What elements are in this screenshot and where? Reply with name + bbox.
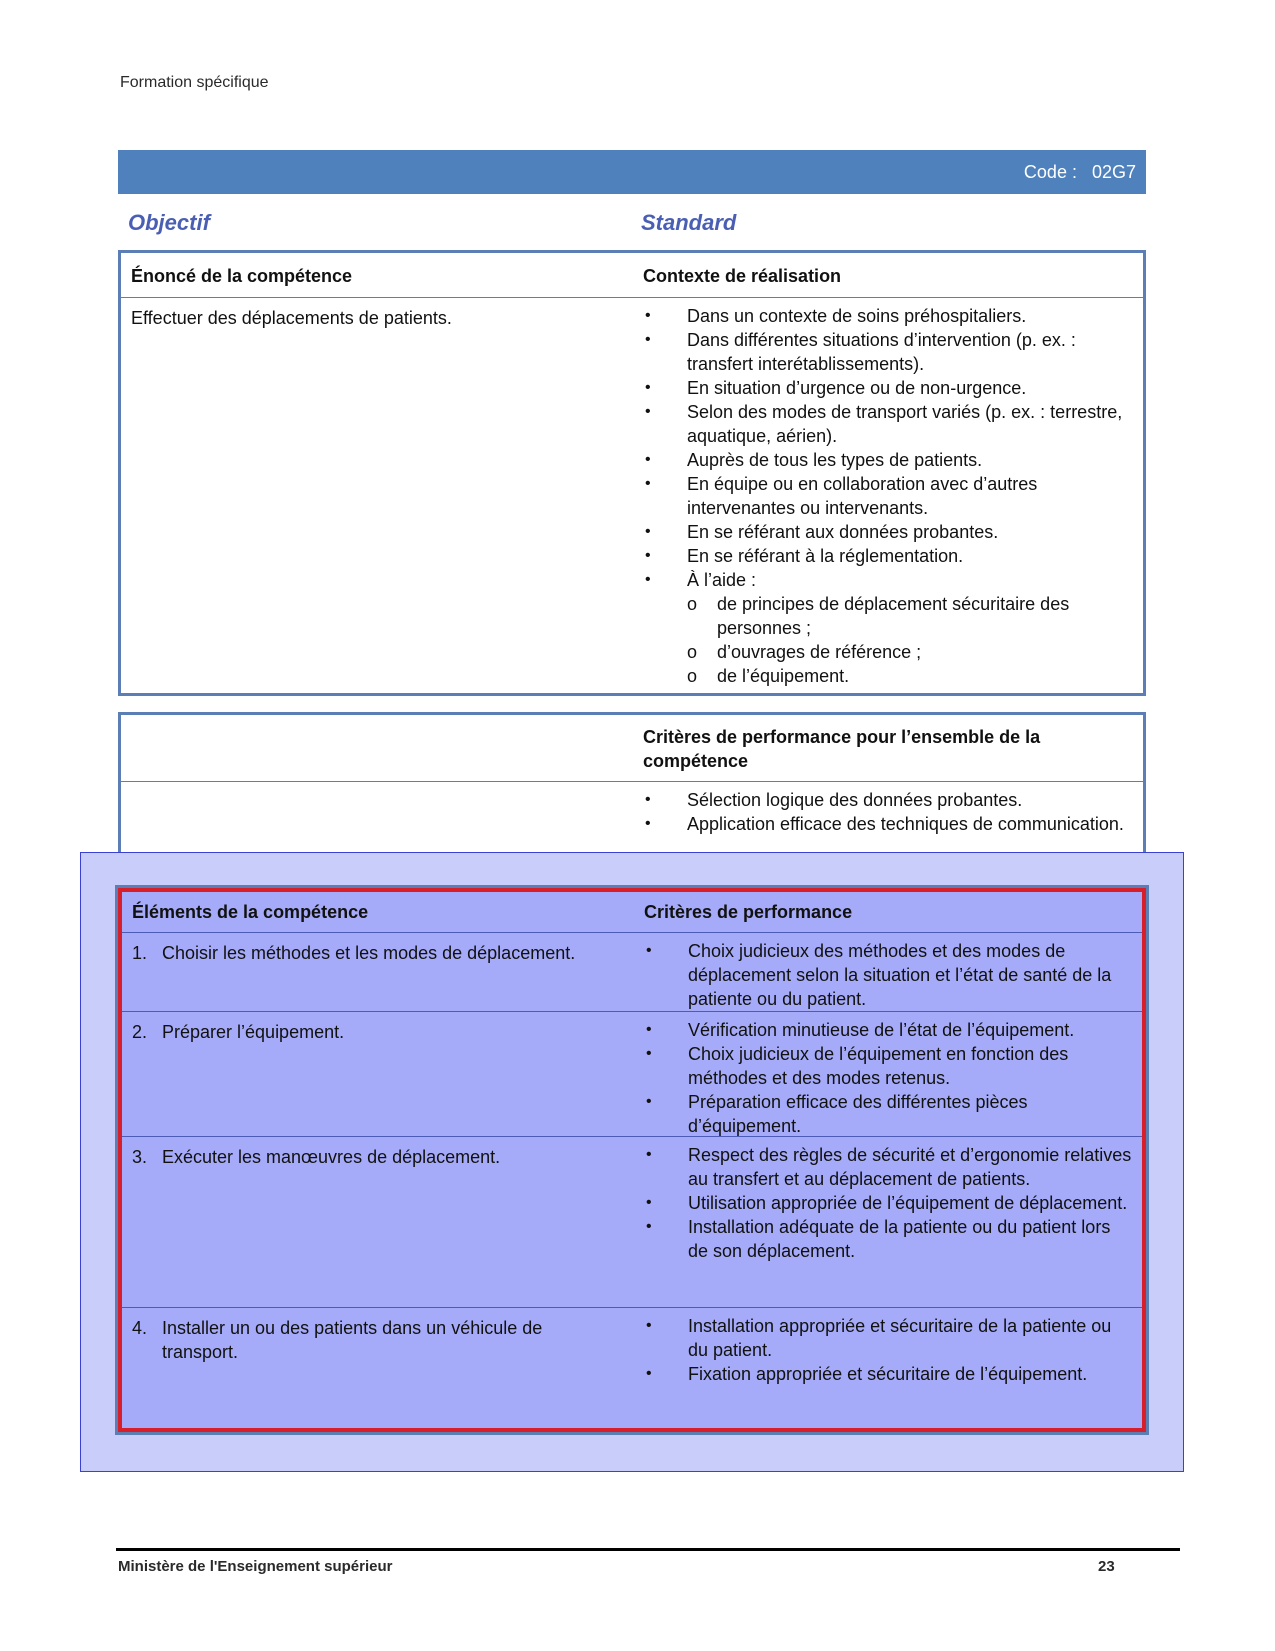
elements-header-row xyxy=(122,892,1142,933)
element-text: Choisir les méthodes et les modes de déplacement. xyxy=(162,943,576,963)
bullet-icon: • xyxy=(645,791,651,808)
element-number: 1. xyxy=(132,943,148,963)
element-cell xyxy=(132,1316,622,1364)
enonce-header: Énoncé de la compétence xyxy=(131,266,353,286)
elements-right-header: Critères de performance xyxy=(644,902,853,922)
contexte-item-text: Selon des modes de transport variés (p. ex. : terrestre, aquatique, aérien). xyxy=(687,402,1123,446)
element-item xyxy=(132,1145,622,1169)
contexte-item xyxy=(643,520,1133,544)
critere-item-text: Fixation appropriée et sécuritaire de l’équipement. xyxy=(688,1364,1088,1384)
element-text: Exécuter les manœuvres de déplacement. xyxy=(162,1147,501,1167)
contexte-item xyxy=(643,400,1133,448)
element-row xyxy=(122,1308,1142,1426)
bullet-icon: • xyxy=(645,331,651,348)
critere-item xyxy=(644,1314,1134,1362)
critere-item-text: Utilisation appropriée de l’équipement de déplacement. xyxy=(688,1193,1128,1213)
criteres-ensemble-header: Critères de performance pour l’ensemble de la compétence xyxy=(643,727,1041,771)
enonce-text: Effectuer des déplacements de patients. xyxy=(131,308,452,328)
criteres-cell xyxy=(644,1314,1134,1386)
element-item xyxy=(132,1020,622,1044)
critere-ensemble-item xyxy=(643,788,1133,812)
contexte-item xyxy=(643,304,1133,328)
element-item xyxy=(132,1316,622,1364)
competence-header-row xyxy=(121,253,1143,298)
elements-table xyxy=(118,888,1146,1432)
bullet-icon: • xyxy=(646,942,652,959)
critere-item xyxy=(644,1018,1134,1042)
critere-item xyxy=(644,1215,1134,1263)
footer-ministry: Ministère de l'Enseignement supérieur xyxy=(118,1558,393,1575)
contexte-item xyxy=(643,328,1133,376)
code-label: Code : 02G7 xyxy=(1023,162,1136,182)
contexte-item-text: En situation d’urgence ou de non-urgence. xyxy=(687,378,1027,398)
contexte-header: Contexte de réalisation xyxy=(643,266,842,286)
element-number: 3. xyxy=(132,1147,148,1167)
critere-ensemble-item-text: Sélection logique des données probantes. xyxy=(687,790,1023,810)
section-headings xyxy=(118,208,1146,238)
competence-table xyxy=(118,250,1146,696)
critere-item-text: Respect des règles de sécurité et d’ergonomie relatives au transfert et au déplacement de patients. xyxy=(688,1145,1132,1189)
bullet-icon: • xyxy=(646,1317,652,1334)
bullet-icon: • xyxy=(646,1146,652,1163)
aide-sublist xyxy=(687,592,1133,688)
contexte-item xyxy=(643,448,1133,472)
criteres-ensemble-list xyxy=(643,788,1133,836)
contexte-item-text: Auprès de tous les types de patients. xyxy=(687,450,983,470)
critere-item-text: Choix judicieux de l’équipement en fonction des méthodes et des modes retenus. xyxy=(688,1044,1069,1088)
critere-ensemble-item xyxy=(643,812,1133,836)
element-text: Préparer l’équipement. xyxy=(162,1022,345,1042)
critere-item xyxy=(644,1362,1134,1386)
contexte-item xyxy=(643,472,1133,520)
running-header: Formation spécifique xyxy=(120,74,269,91)
critere-item xyxy=(644,1191,1134,1215)
bullet-icon: • xyxy=(646,1218,652,1235)
bullet-icon: • xyxy=(645,403,651,420)
bullet-icon: • xyxy=(646,1045,652,1062)
critere-item-text: Préparation efficace des différentes pièces d’équipement. xyxy=(688,1092,1028,1136)
bullet-icon: • xyxy=(645,451,651,468)
bullet-icon: • xyxy=(646,1194,652,1211)
contexte-item-text: À l’aide : xyxy=(687,570,757,590)
circle-bullet-icon: o xyxy=(687,594,698,614)
page-number: 23 xyxy=(1098,1558,1115,1575)
critere-item xyxy=(644,1090,1134,1138)
criteres-cell xyxy=(644,1143,1134,1263)
critere-item xyxy=(644,939,1134,1011)
footer-rule xyxy=(116,1548,1180,1551)
contexte-item xyxy=(643,568,1133,688)
bullet-icon: • xyxy=(645,523,651,540)
critere-item xyxy=(644,1042,1134,1090)
aide-subitem-text: d’ouvrages de référence ; xyxy=(717,642,922,662)
element-row xyxy=(122,1012,1142,1137)
contexte-item-text: Dans différentes situations d’intervention (p. ex. : transfert interétablissements). xyxy=(687,330,1076,374)
contexte-item xyxy=(643,376,1133,400)
contexte-item-text: En équipe ou en collaboration avec d’autres intervenantes ou intervenants. xyxy=(687,474,1038,518)
criteres-cell xyxy=(644,1018,1134,1138)
elements-left-header: Éléments de la compétence xyxy=(132,902,369,922)
contexte-item-text: En se référant à la réglementation. xyxy=(687,546,964,566)
element-number: 4. xyxy=(132,1318,148,1338)
element-row xyxy=(122,1137,1142,1308)
critere-item xyxy=(644,1143,1134,1191)
objectif-heading: Objectif xyxy=(128,210,210,235)
bullet-icon: • xyxy=(645,475,651,492)
bullet-icon: • xyxy=(646,1093,652,1110)
competence-body-row xyxy=(121,298,1143,694)
bullet-icon: • xyxy=(645,815,651,832)
element-cell xyxy=(132,1020,622,1044)
contexte-item-text: En se référant aux données probantes. xyxy=(687,522,999,542)
aide-subitem xyxy=(687,640,1133,664)
critere-item-text: Installation appropriée et sécuritaire de la patiente ou du patient. xyxy=(688,1316,1112,1360)
bullet-icon: • xyxy=(646,1021,652,1038)
critere-item-text: Installation adéquate de la patiente ou du patient lors de son déplacement. xyxy=(688,1217,1111,1261)
criteres-ensemble-header-row xyxy=(121,715,1143,782)
aide-subitem xyxy=(687,664,1133,688)
element-cell xyxy=(132,1145,622,1169)
contexte-item xyxy=(643,544,1133,568)
element-text: Installer un ou des patients dans un véhicule de transport. xyxy=(162,1318,543,1362)
aide-subitem-text: de principes de déplacement sécuritaire des personnes ; xyxy=(717,594,1070,638)
contexte-list xyxy=(643,304,1133,688)
bullet-icon: • xyxy=(645,547,651,564)
critere-ensemble-item-text: Application efficace des techniques de communication. xyxy=(687,814,1124,834)
criteres-cell xyxy=(644,939,1134,1011)
element-cell xyxy=(132,941,622,965)
circle-bullet-icon: o xyxy=(687,642,698,662)
bullet-icon: • xyxy=(645,571,651,588)
aide-subitem-text: de l’équipement. xyxy=(717,666,850,686)
element-item xyxy=(132,941,622,965)
critere-item-text: Choix judicieux des méthodes et des modes de déplacement selon la situation et l’état de santé de la patiente ou du patient. xyxy=(688,941,1112,1009)
element-row xyxy=(122,933,1142,1012)
code-bar xyxy=(118,150,1146,194)
bullet-icon: • xyxy=(645,307,651,324)
bullet-icon: • xyxy=(645,379,651,396)
bullet-icon: • xyxy=(646,1365,652,1382)
aide-subitem xyxy=(687,592,1133,640)
standard-heading: Standard xyxy=(641,210,737,235)
element-number: 2. xyxy=(132,1022,148,1042)
contexte-item-text: Dans un contexte de soins préhospitaliers. xyxy=(687,306,1027,326)
critere-item-text: Vérification minutieuse de l’état de l’équipement. xyxy=(688,1020,1075,1040)
circle-bullet-icon: o xyxy=(687,666,698,686)
